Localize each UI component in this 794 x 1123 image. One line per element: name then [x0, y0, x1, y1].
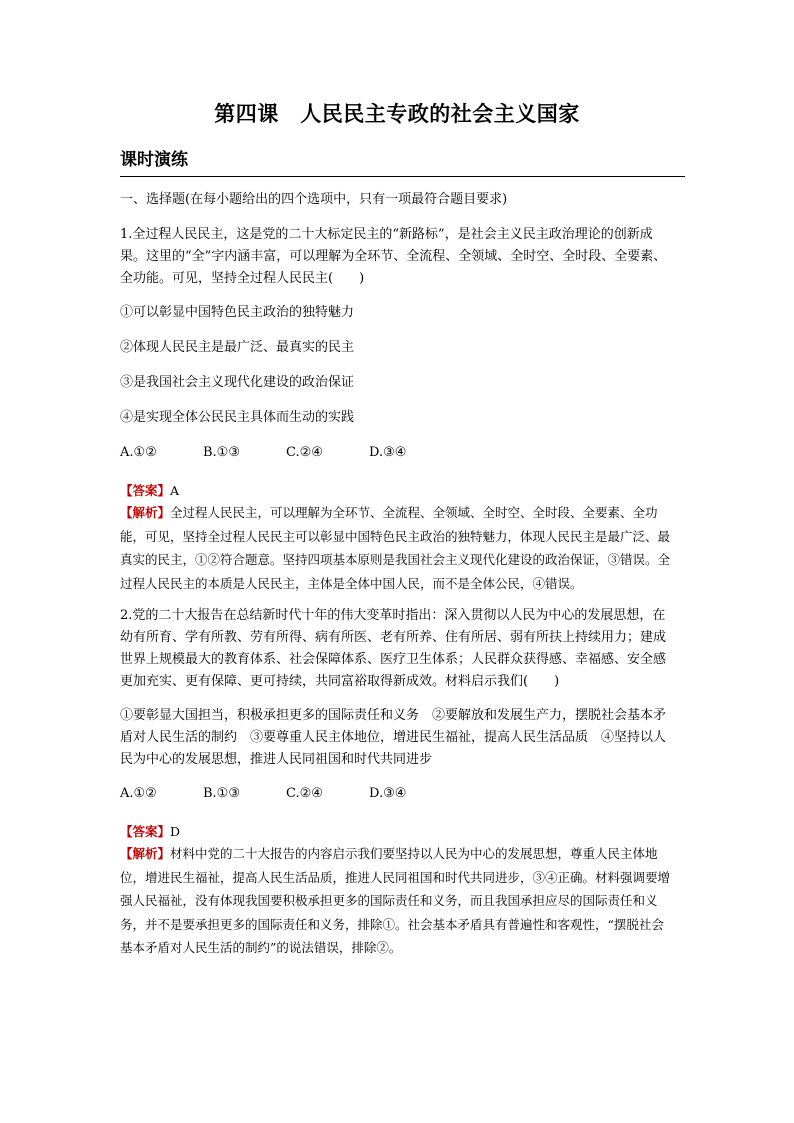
- analysis-text: 全过程人民民主，可以理解为全环节、全流程、全领域、全时空、全时段、全要素、全功能，可见，坚持全过程人民民主可以彰显中国特色民主政治的独特魅力，体现人民民主是最广泛、最真实的民主，①②符合题意。坚持四项基本原则是我国社会主义现代化建设的政治保证，③错误。全过程人民民主的本质是人民民主，主体是全体中国人民，而不是全体公民，④错误。: [120, 505, 671, 591]
- analysis-text: 材料中党的二十大报告的内容启示我们要坚持以人民为中心的发展思想，尊重人民主体地位，增进民生福祉，提高人民生活品质，推进人民同祖国和时代共同进步，③④正确。材料强调要增强人民福祉，没有体现我国要积极承担更多的国际责任和义务，而且我国承担应尽的国际责任和义务，并不是要承担更多的国际责任和义务，排除①。社会基本矛盾具有普遍性和客观性，“摆脱社会基本矛盾对人民生活的制约”的说法错误，排除②。: [120, 846, 671, 955]
- choice-a: A.①②: [120, 445, 157, 460]
- question-2-analysis: [120, 842, 676, 960]
- answer-paren-open: (: [523, 674, 529, 689]
- choice-a: A.①②: [120, 786, 157, 801]
- question-2-answer: [120, 822, 676, 842]
- choice-d: D.③④: [369, 786, 407, 801]
- answer-paren-close: ): [554, 674, 560, 689]
- question-1-stem-text: 1.全过程人民民主，这是党的二十大标定民主的“新路标”，是社会主义民主政治理论的创新成果。这里的“全”字内涵丰富，可以理解为全环节、全流程、全领域、全时空、全时段、全要素、全功能。可见，坚持全过程人民民主: [120, 227, 667, 286]
- question-1-analysis: [120, 501, 676, 595]
- lesson-title: 第四课 人民民主专政的社会主义国家: [214, 102, 580, 126]
- answer-paren-open: (: [328, 271, 334, 286]
- choice-d: D.③④: [369, 445, 407, 460]
- answer-label: 【答案】: [120, 824, 171, 839]
- question-2-stem-text: 2.党的二十大报告在总结新时代十年的伟大变革时指出：深入贯彻以人民为中心的发展思想，在幼有所育、学有所教、劳有所得、病有所医、老有所养、住有所居、弱有所扶上持续用力；建成世界上规模最大的教育体系、社会保障体系、医疗卫生体系；人民群众获得感、幸福感、安全感更加充实、更有保障、更可持续，共同富裕取得新成效。材料启示我们: [120, 608, 667, 689]
- question-1-option-2: ②体现人民民主是最广泛、最真实的民主: [120, 340, 355, 355]
- answer-value: D: [170, 824, 181, 839]
- question-1-choices: [120, 442, 676, 464]
- choice-c: C.②④: [286, 445, 323, 460]
- question-2-stem: [120, 605, 676, 693]
- question-1-stem: [120, 224, 676, 290]
- analysis-label: 【解析】: [120, 846, 171, 861]
- question-2-choices: [120, 783, 676, 805]
- choice-b: B.①③: [203, 445, 240, 460]
- exercise-content: [120, 188, 676, 960]
- question-1-option-4: ④是实现全体公民民主具体而生动的实践: [120, 410, 355, 425]
- answer-label: 【答案】: [120, 483, 171, 498]
- section-heading: 课时演练: [120, 145, 685, 177]
- question-1-option-3: ③是我国社会主义现代化建设的政治保证: [120, 375, 355, 390]
- part-heading: 一、选择题(在每小题给出的四个选项中，只有一项最符合题目要求): [120, 192, 508, 207]
- answer-value: A: [170, 483, 180, 498]
- answer-paren-close: ): [359, 271, 365, 286]
- question-1-answer: [120, 481, 676, 501]
- question-2-options: ①要彰显大国担当，积极承担更多的国际责任和义务 ②要解放和发展生产力，摆脱社会基本矛盾对人民生活的制约 ③要尊重人民主体地位，增进民生福祉，提高人民生活品质 ④坚持以人民为中心的发展思想，推进人民同祖国和时代共同进步: [120, 708, 667, 767]
- choice-c: C.②④: [286, 786, 323, 801]
- choice-b: B.①③: [203, 786, 240, 801]
- analysis-label: 【解析】: [120, 505, 171, 520]
- question-1-option-1: ①可以彰显中国特色民主政治的独特魅力: [120, 305, 355, 320]
